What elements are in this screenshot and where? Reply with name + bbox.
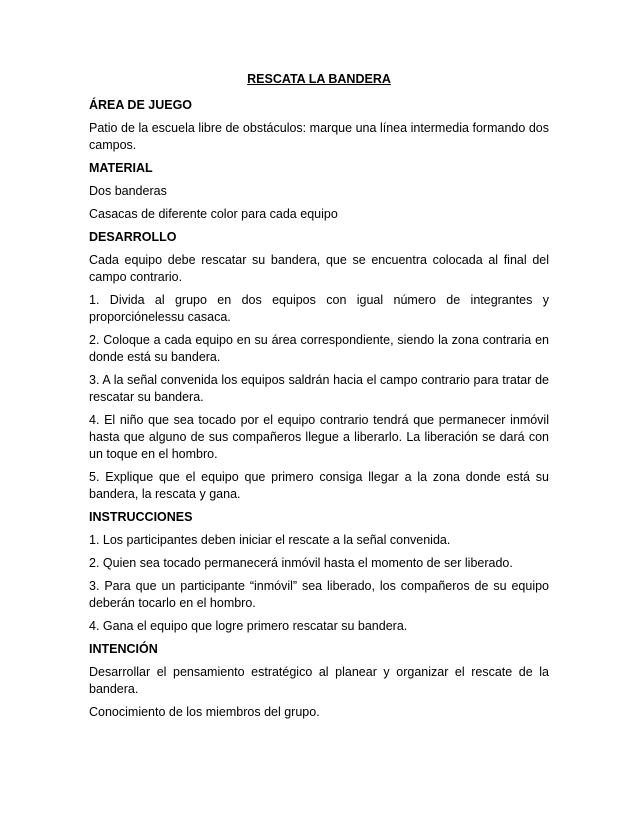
desarrollo-paragraph: Cada equipo debe rescatar su bandera, que se encuentra colocada al final del campo contrario. bbox=[89, 253, 549, 284]
desarrollo-step: 4. El niño que sea tocado por el equipo contrario tendrá que permanecer inmóvil hasta que alguno de sus compañeros llegue a liberarlo. La liberación se dará con un toque en el hombro. bbox=[89, 413, 549, 461]
desarrollo-step: 2. Coloque a cada equipo en su área correspondiente, siendo la zona contraria en donde está su bandera. bbox=[89, 333, 549, 364]
section-heading-desarrollo: DESARROLLO bbox=[89, 230, 177, 244]
instruccion-item: 4. Gana el equipo que logre primero rescatar su bandera. bbox=[89, 619, 408, 633]
document-page bbox=[89, 71, 549, 727]
section-heading-intencion: INTENCIÓN bbox=[89, 642, 158, 656]
instruccion-item: 1. Los participantes deben iniciar el rescate a la señal convenida. bbox=[89, 533, 451, 547]
instruccion-item: 2. Quien sea tocado permanecerá inmóvil hasta el momento de ser liberado. bbox=[89, 556, 513, 570]
area-paragraph: Patio de la escuela libre de obstáculos: marque una línea intermedia formando dos campos. bbox=[89, 121, 549, 152]
section-heading-material: MATERIAL bbox=[89, 161, 153, 175]
desarrollo-step: 3. A la señal convenida los equipos saldrán hacia el campo contrario para tratar de rescatar su bandera. bbox=[89, 373, 549, 404]
intencion-paragraph: Conocimiento de los miembros del grupo. bbox=[89, 705, 320, 719]
desarrollo-step: 1. Divida al grupo en dos equipos con igual número de integrantes y proporciónelessu casaca. bbox=[89, 293, 549, 324]
desarrollo-step: 5. Explique que el equipo que primero consiga llegar a la zona donde está su bandera, la rescata y gana. bbox=[89, 470, 549, 501]
instruccion-item: 3. Para que un participante “inmóvil” sea liberado, los compañeros de su equipo deberán tocarlo en el hombro. bbox=[89, 579, 549, 610]
material-item: Dos banderas bbox=[89, 184, 167, 198]
intencion-paragraph: Desarrollar el pensamiento estratégico al planear y organizar el rescate de la bandera. bbox=[89, 665, 549, 696]
material-item: Casacas de diferente color para cada equipo bbox=[89, 207, 338, 221]
document-title: RESCATA LA BANDERA bbox=[247, 72, 391, 86]
section-heading-instrucciones: INSTRUCCIONES bbox=[89, 510, 193, 524]
section-heading-area: ÁREA DE JUEGO bbox=[89, 98, 193, 112]
